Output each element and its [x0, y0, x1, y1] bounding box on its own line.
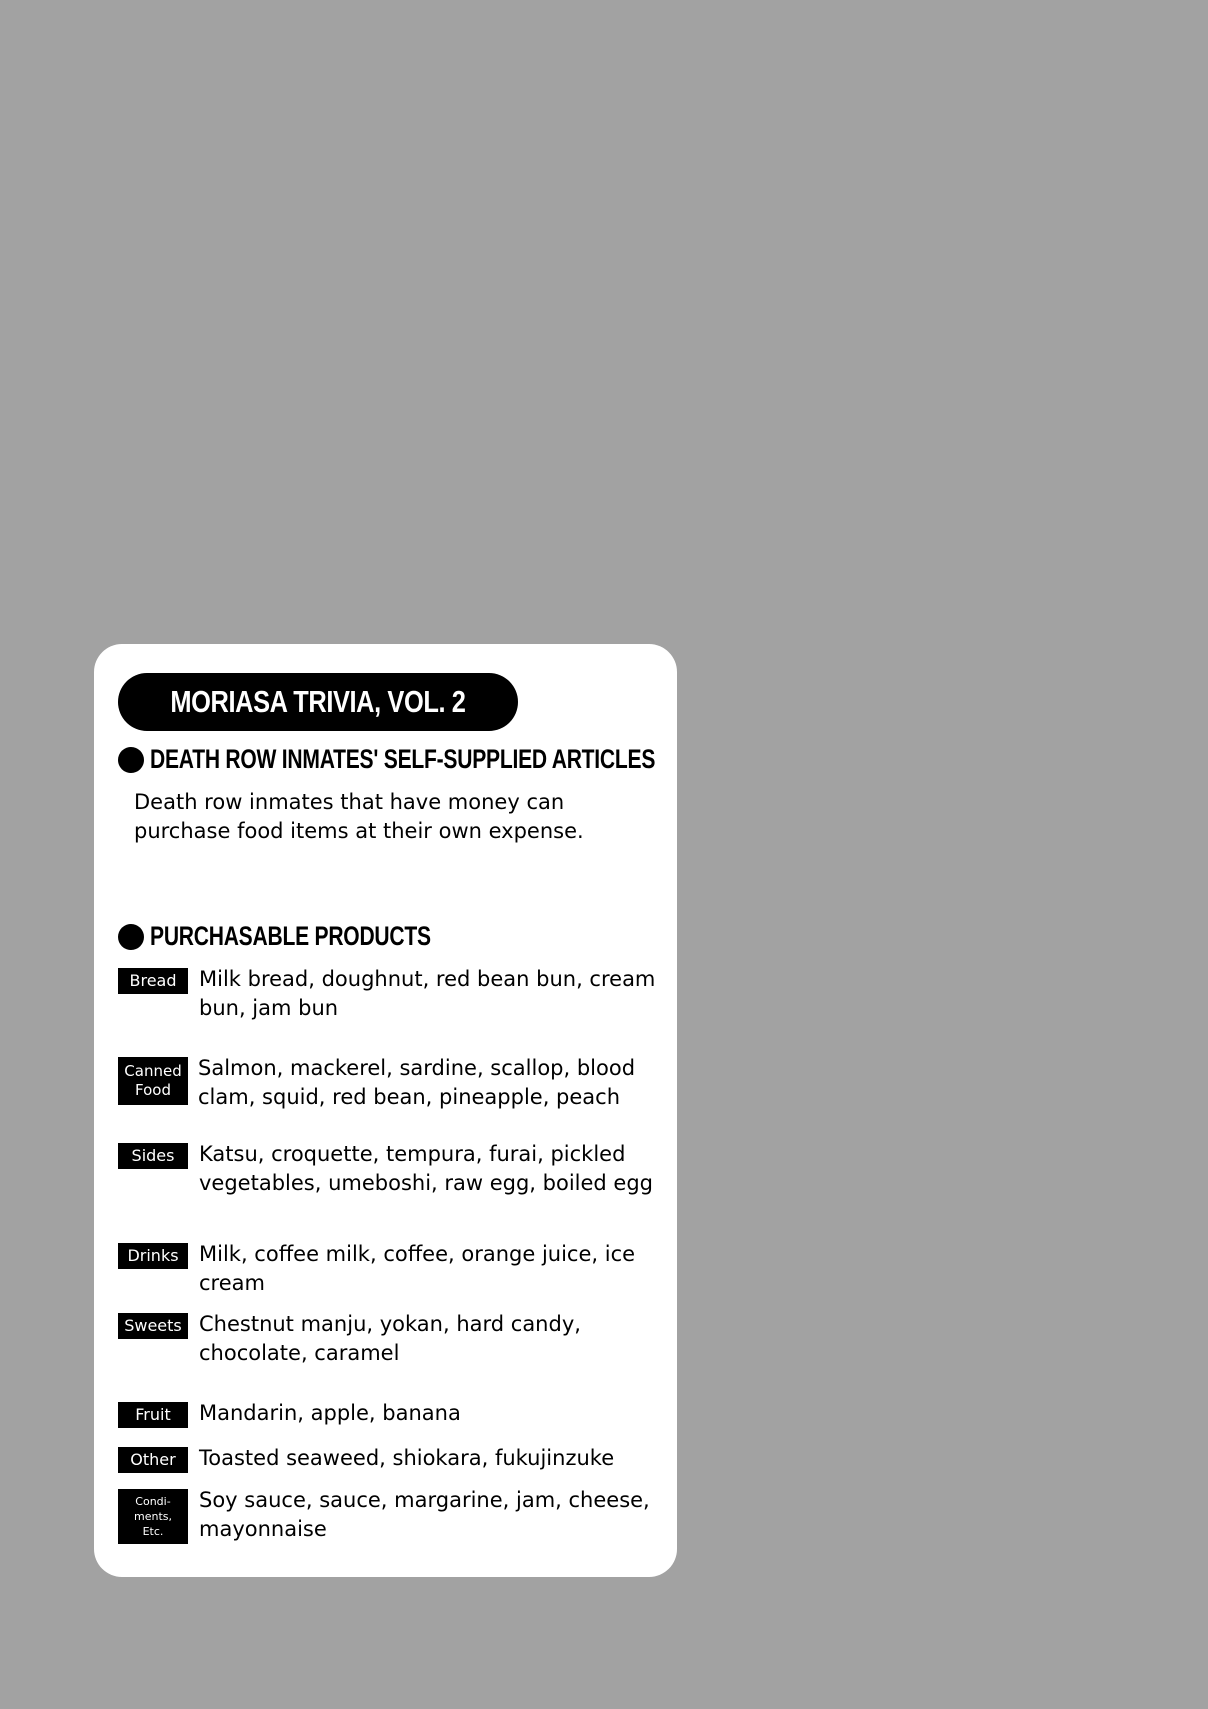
category-tag: Fruit	[118, 1402, 188, 1428]
category-tag: Bread	[118, 968, 188, 994]
product-row-sweets	[118, 1310, 664, 1368]
category-items: Soy sauce, sauce, margarine, jam, cheese, mayonnaise	[199, 1488, 650, 1541]
category-tag	[118, 1489, 188, 1544]
category-items: Katsu, croquette, tempura, furai, pickled vegetables, umeboshi, raw egg, boiled egg	[199, 1142, 654, 1195]
section-heading-articles	[118, 744, 798, 775]
product-row-bread	[118, 965, 664, 1023]
section-heading-products	[118, 921, 510, 952]
category-tag	[118, 1057, 188, 1105]
intro-text: Death row inmates that have money can purchase food items at their own expense.	[134, 790, 584, 843]
category-items: Salmon, mackerel, sardine, scallop, blood clam, squid, red bean, pineapple, peach	[198, 1056, 636, 1109]
product-row-canned-food	[118, 1054, 663, 1112]
category-tag-label: Condi-ments, Etc.	[134, 1495, 172, 1538]
bullet-icon	[118, 747, 144, 773]
category-tag-label: Canned Food	[124, 1062, 182, 1099]
trivia-title-banner	[118, 673, 518, 731]
category-items: Toasted seaweed, shiokara, fukujinzuke	[199, 1446, 615, 1470]
category-tag: Sides	[118, 1143, 188, 1169]
category-tag: Drinks	[118, 1243, 188, 1269]
bullet-icon	[118, 924, 144, 950]
category-items: Milk bread, doughnut, red bean bun, cream bun, jam bun	[199, 967, 656, 1020]
product-row-sides	[118, 1140, 664, 1198]
section-title-products: PURCHASABLE PRODUCTS	[150, 921, 431, 951]
product-row-fruit	[118, 1399, 664, 1428]
product-row-condiments	[118, 1486, 664, 1544]
category-items: Milk, coffee milk, coffee, orange juice, ice cream	[199, 1242, 636, 1295]
section-title-articles: DEATH ROW INMATES' SELF-SUPPLIED ARTICLES	[150, 744, 656, 774]
product-row-other	[118, 1444, 664, 1473]
trivia-title: MORIASA TRIVIA, VOL. 2	[170, 684, 466, 719]
product-row-drinks	[118, 1240, 664, 1298]
category-tag: Other	[118, 1447, 188, 1473]
category-items: Mandarin, apple, banana	[199, 1401, 461, 1425]
category-items: Chestnut manju, yokan, hard candy, chocolate, caramel	[199, 1312, 581, 1365]
trivia-card	[94, 644, 677, 1577]
category-tag: Sweets	[118, 1313, 188, 1339]
